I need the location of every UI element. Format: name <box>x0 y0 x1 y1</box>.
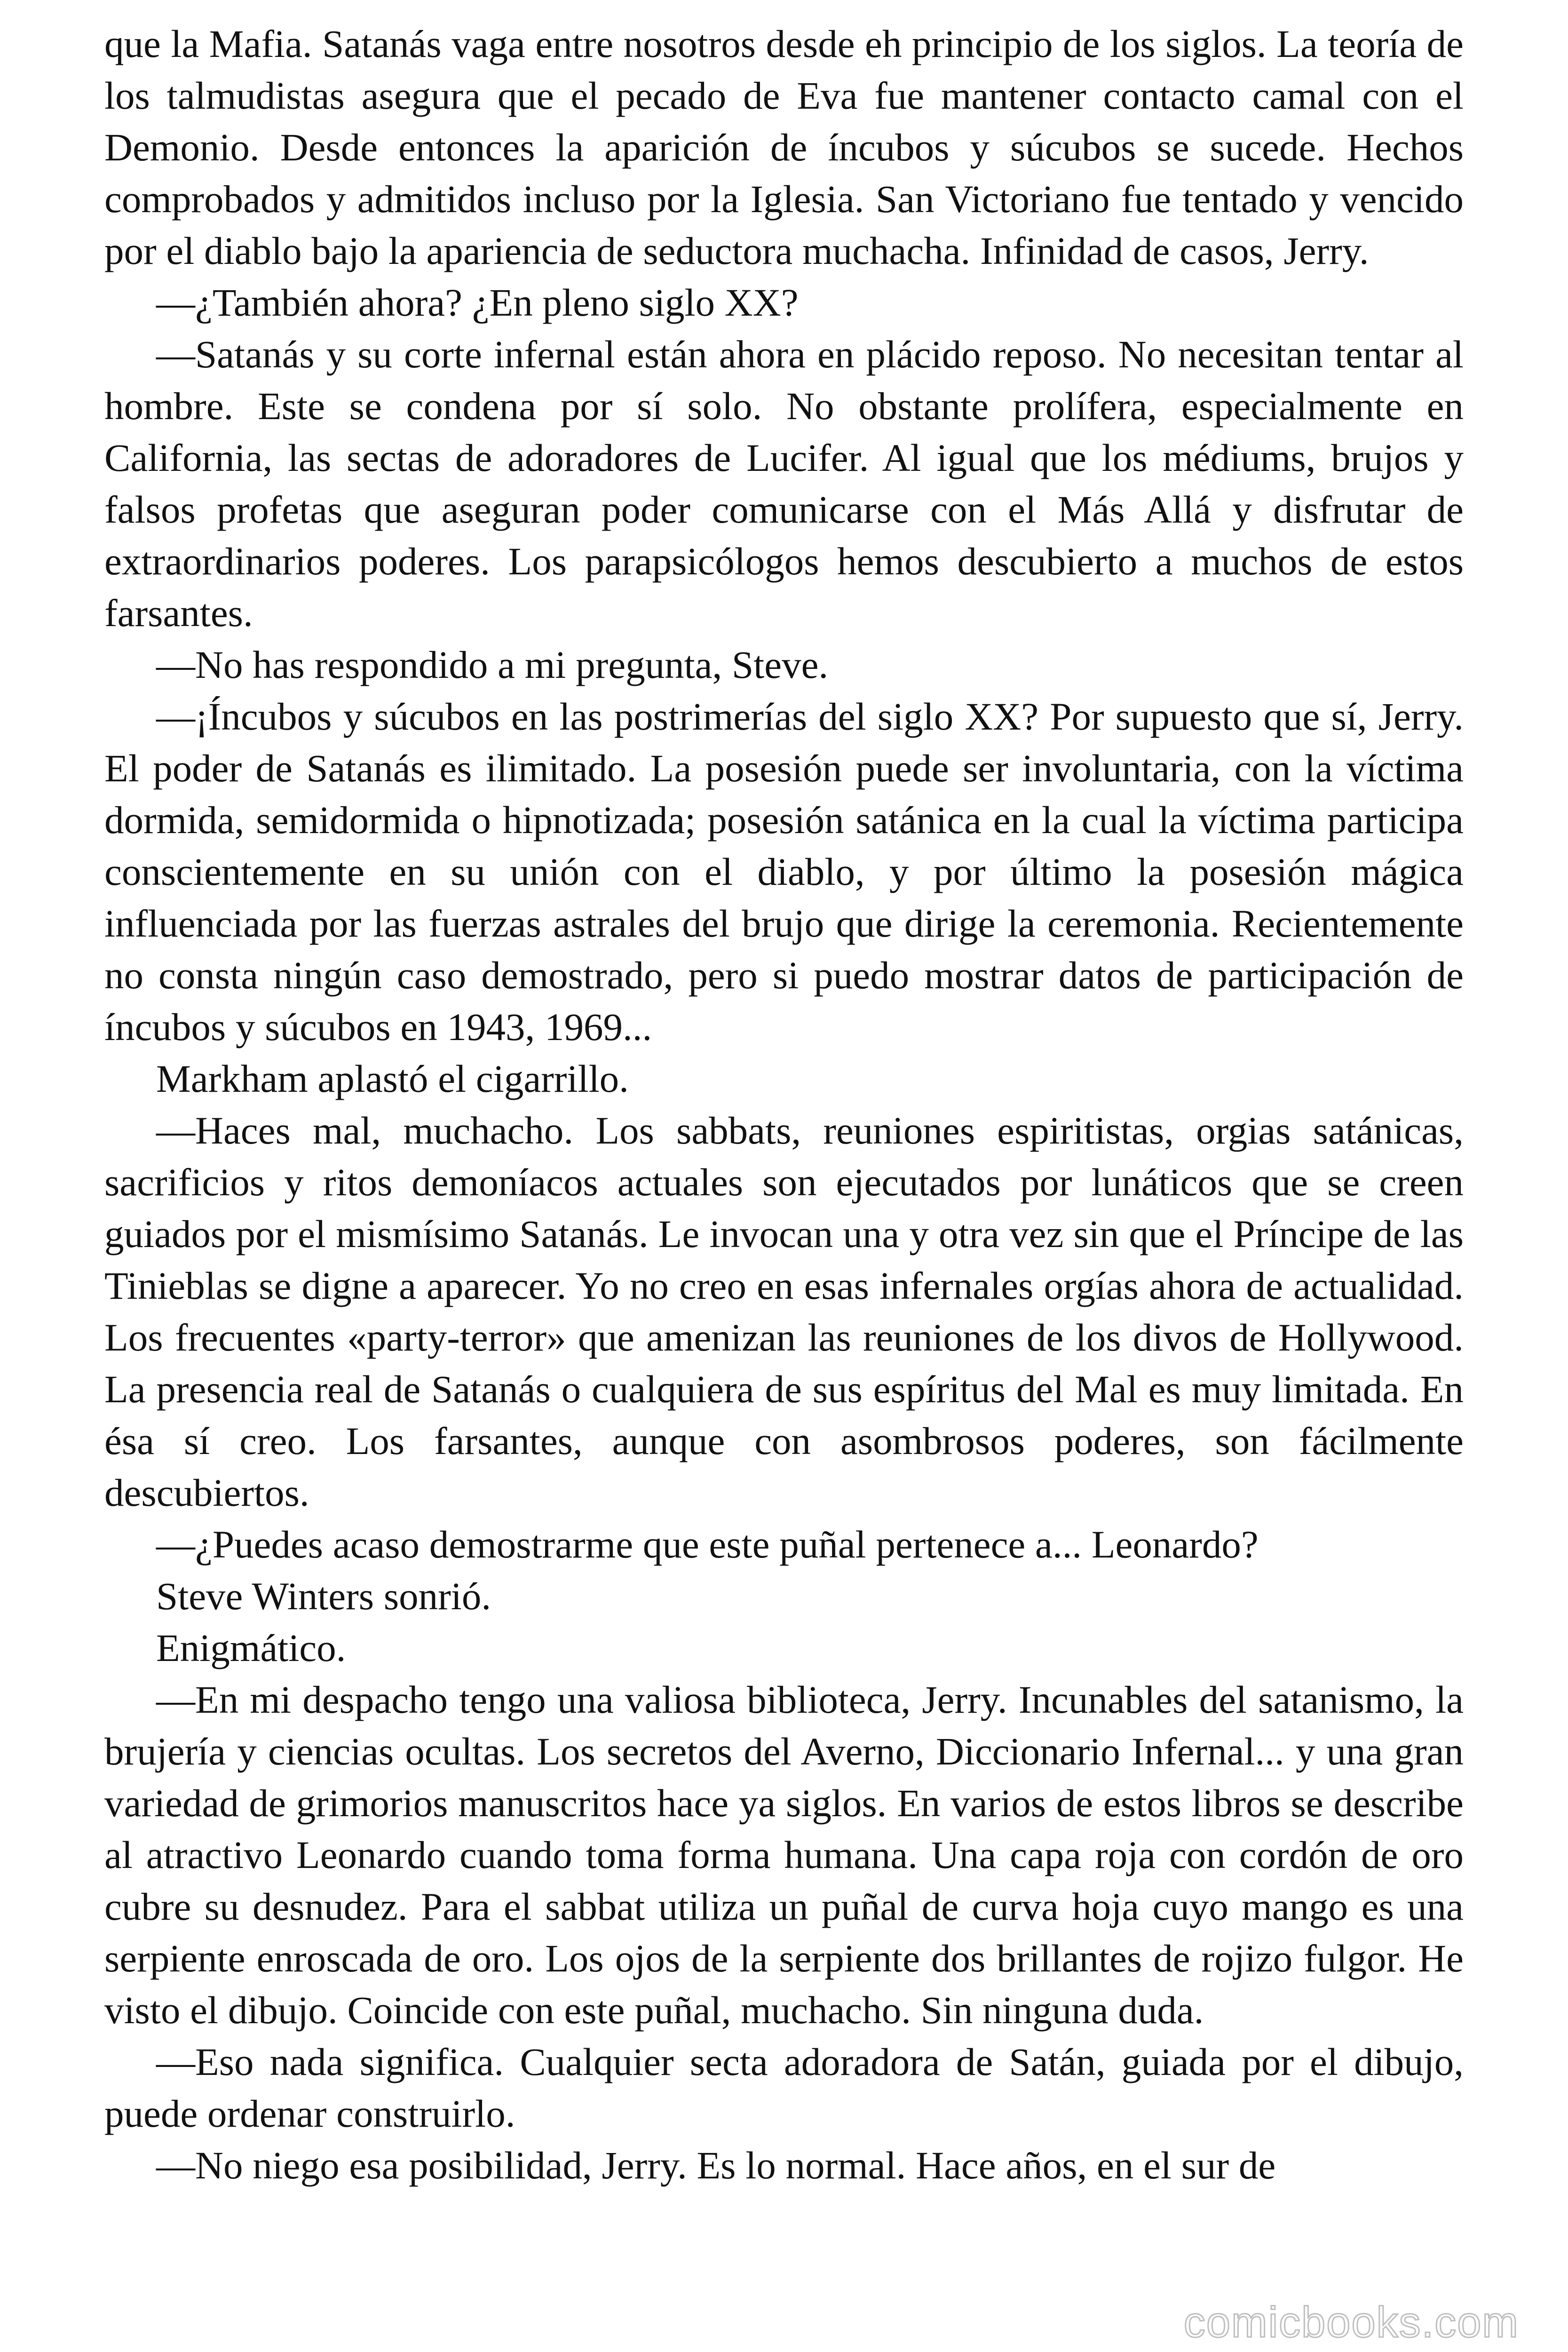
paragraph-13: —No niego esa posibilidad, Jerry. Es lo normal. Hace años, en el sur de <box>156 2144 1276 2187</box>
paragraph-9: Steve Winters sonrió. <box>156 1574 491 1618</box>
book-page-text <box>104 18 1464 2191</box>
watermark-text: comicbooks.com <box>1183 2298 1519 2346</box>
paragraph-12: —Eso nada significa. Cualquier secta adoradora de Satán, guiada por el dibujo, puede ordenar construirlo. <box>104 2040 1464 2135</box>
paragraph-4: —No has respondido a mi pregunta, Steve. <box>156 643 829 686</box>
paragraph-10: Enigmático. <box>156 1626 346 1669</box>
paragraph-1: que la Mafia. Satanás vaga entre nosotros desde eh principio de los siglos. La teoría de los talmudistas asegura que el pecado de Eva fue mantener contacto camal con el Demonio. Desde entonces la aparición de íncubos y súcubos se sucede. Hechos comprobados y admitidos incluso por la Iglesia. San Victoriano fue tentado y vencido por el diablo bajo la apariencia de seductora muchacha. Infinidad de casos, Jerry. <box>104 22 1464 272</box>
paragraph-8: —¿Puedes acaso demostrarme que este puñal pertenece a... Leonardo? <box>156 1523 1259 1566</box>
paragraph-11: —En mi despacho tengo una valiosa biblioteca, Jerry. Incunables del satanismo, la brujería y ciencias ocultas. Los secretos del Averno, Diccionario Infernal... y una gran variedad de grimorios manuscritos hace ya siglos. En varios de estos libros se describe al atractivo Leonardo cuando toma forma humana. Una capa roja con cordón de oro cubre su desnudez. Para el sabbat utiliza un puñal de curva hoja cuyo mango es una serpiente enroscada de oro. Los ojos de la serpiente dos brillantes de rojizo fulgor. He visto el dibujo. Coincide con este puñal, muchacho. Sin ninguna duda. <box>104 1678 1464 2032</box>
paragraph-7: —Haces mal, muchacho. Los sabbats, reuniones espiritistas, orgias satánicas, sacrificios y ritos demoníacos actuales son ejecutados por lunáticos que se creen guiados por el mismísimo Satanás. Le invocan una y otra vez sin que el Príncipe de las Tinieblas se digne a aparecer. Yo no creo en esas infernales orgías ahora de actualidad. Los frecuentes «party-terror» que amenizan las reuniones de los divos de Hollywood. La presencia real de Satanás o cualquiera de sus espíritus del Mal es muy limitada. En ésa sí creo. Los farsantes, aunque con asombrosos poderes, son fácilmente descubiertos. <box>104 1109 1464 1514</box>
paragraph-2: —¿También ahora? ¿En pleno siglo XX? <box>156 281 799 324</box>
paragraph-5: —¡Íncubos y súcubos en las postrimerías del siglo XX? Por supuesto que sí, Jerry. El poder de Satanás es ilimitado. La posesión puede ser involuntaria, con la víctima dormida, semidormida o hipnotizada; posesión satánica en la cual la víctima participa conscientemente en su unión con el diablo, y por último la posesión mágica influenciada por las fuerzas astrales del brujo que dirige la ceremonia. Recientemente no consta ningún caso demostrado, pero si puedo mostrar datos de participación de íncubos y súcubos en 1943, 1969... <box>104 695 1464 1049</box>
paragraph-6: Markham aplastó el cigarrillo. <box>156 1057 629 1100</box>
paragraph-3: —Satanás y su corte infernal están ahora en plácido reposo. No necesitan tentar al hombre. Este se condena por sí solo. No obstante prolífera, especialmente en California, las sectas de adoradores de Lucifer. Al igual que los médiums, brujos y falsos profetas que aseguran poder comunicarse con el Más Allá y disfrutar de extraordinarios poderes. Los parapsicólogos hemos descubierto a muchos de estos farsantes. <box>104 333 1464 635</box>
